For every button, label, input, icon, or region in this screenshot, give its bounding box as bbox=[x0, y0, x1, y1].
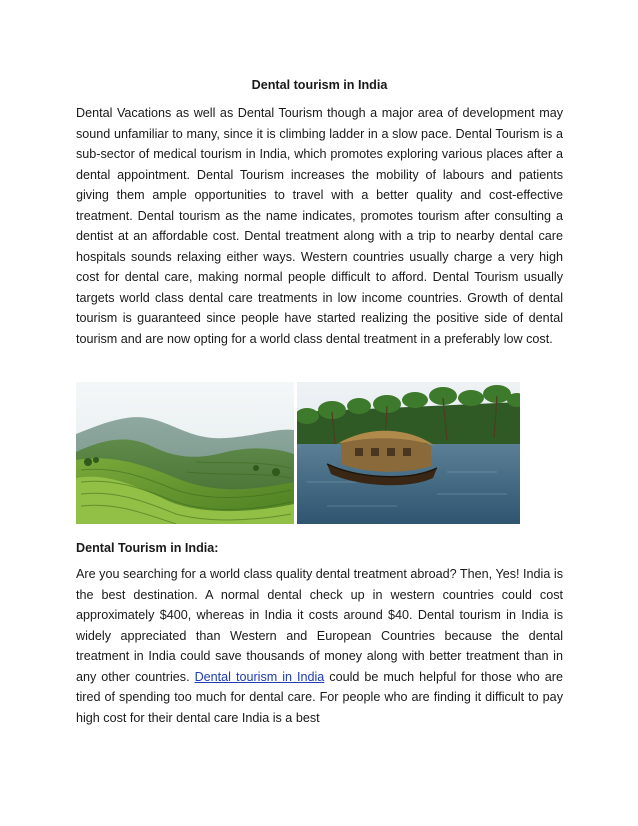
houseboat-photo bbox=[297, 382, 520, 524]
paragraph-text-before-link: Are you searching for a world class quality dental treatment abroad? Then, Yes! India is the best destination. A normal dental check up in western countries could cost approximately $400, whereas in India it costs around $40. Dental tourism in India is widely appreciated than Western and European Countries because the dental treatment in India could save thousands of money along with better treatment than in any other countries. bbox=[76, 567, 563, 684]
dental-tourism-link[interactable]: Dental tourism in India bbox=[194, 669, 325, 684]
tea-plantation-photo bbox=[76, 382, 294, 524]
body-paragraph bbox=[76, 564, 563, 728]
document-title: Dental tourism in India bbox=[251, 78, 388, 92]
paragraph-text-after-link: could be much helpful for those who are tired of spending too much for dental care. For people who are finding it difficult to pay high cost for their dental care India is a best bbox=[76, 669, 563, 725]
intro-paragraph: Dental Vacations as well as Dental Tourism though a major area of development may sound unfamiliar to many, since it is climbing ladder in a slow pace. Dental Tourism is a sub-sector of medical tourism in India, which promotes exploring various places after a dental appointment. Dental Tourism increases the mobility of labours and patients giving them ample opportunities to travel with a better quality and cost-effective treatment. Dental tourism as the name indicates, promotes tourism after consulting a dentist at an affordable cost. Dental treatment along with a trip to nearby dental care hospitals sounds relaxing either ways. Western countries usually charge a very high cost for dental care, making normal people difficult to afford. Dental Tourism usually targets world class dental care treatments in low income countries. Growth of dental tourism is guaranteed since people have started realizing the positive side of dental tourism and are now opting for a world class dental treatment in a preferably low cost. bbox=[76, 106, 563, 346]
section-heading: Dental Tourism in India: bbox=[76, 541, 219, 555]
